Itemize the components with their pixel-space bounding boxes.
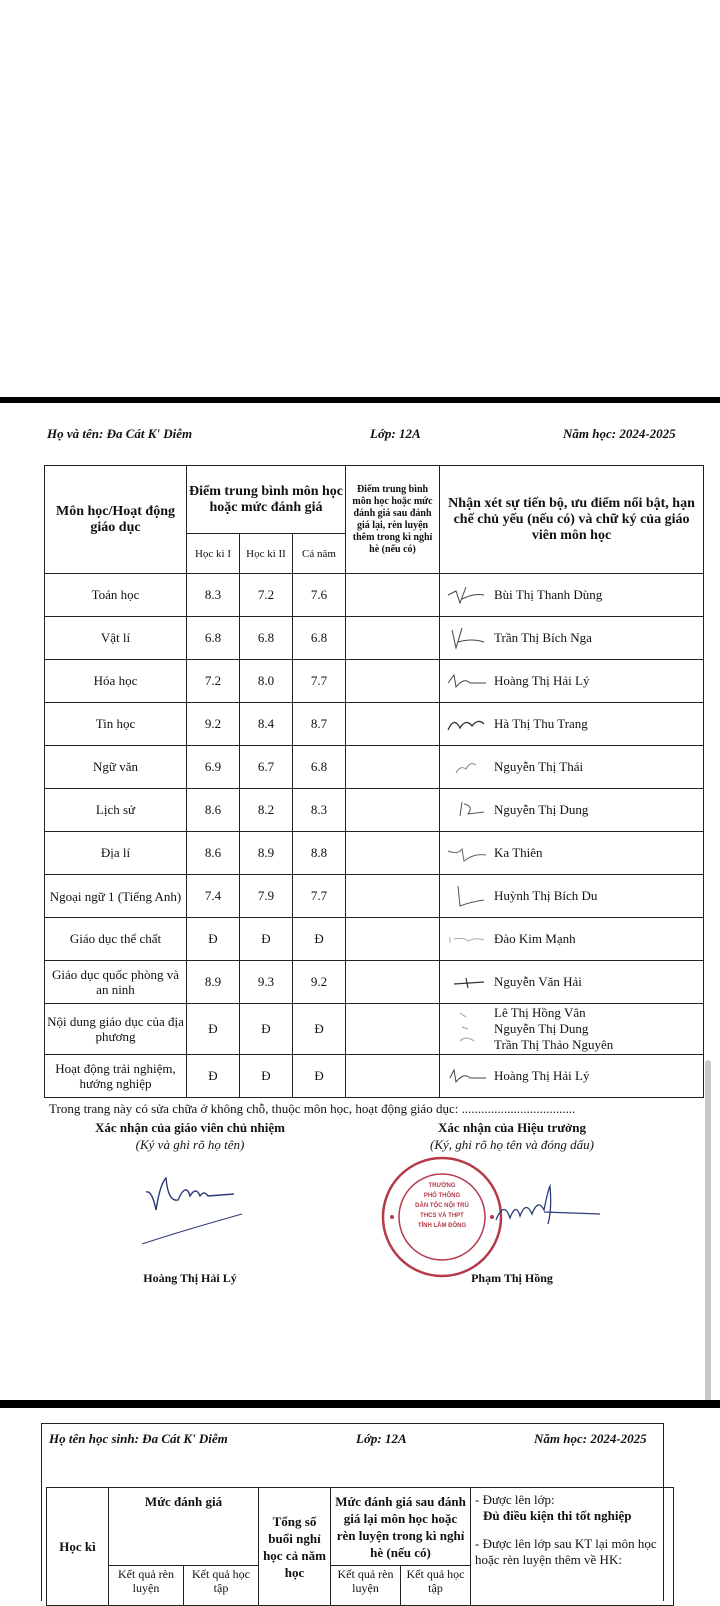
table-row: [45, 703, 704, 746]
teacher-cell: [440, 1055, 704, 1098]
student-name-2: Họ tên học sinh: Đa Cát K' Diễm: [49, 1431, 228, 1446]
teacher-cell: [440, 703, 704, 746]
score-hk2: 6.8: [240, 617, 293, 660]
score-hk1: 9.2: [187, 703, 240, 746]
summer-score: [346, 1004, 440, 1055]
summer-score: [346, 918, 440, 961]
signature-icon: [444, 1062, 488, 1090]
table-row: [45, 1055, 704, 1098]
score-hk2: Đ: [240, 1004, 293, 1055]
score-hk2: 7.2: [240, 574, 293, 617]
sub-result-conduct: Kết quả rèn luyện: [109, 1566, 184, 1606]
teacher-cell: [440, 746, 704, 789]
score-year: 7.7: [293, 660, 346, 703]
table-row: [45, 660, 704, 703]
teacher-name: Lê Thị Hồng Vân: [494, 1005, 586, 1020]
signature-icon: [444, 839, 488, 867]
subject-name: Ngoại ngữ 1 (Tiếng Anh): [45, 875, 187, 918]
school-year: Năm học: 2024-2025: [563, 426, 676, 441]
teacher-name: Trần Thị Thảo Nguyên: [494, 1037, 614, 1052]
student-name: Họ và tên: Đa Cát K' Diễm: [47, 426, 193, 441]
sub-result-study: Kết quả học tập: [184, 1566, 259, 1606]
table-row: [45, 574, 704, 617]
signature-icon: [444, 710, 488, 738]
score-hk2: 8.2: [240, 789, 293, 832]
stamp-line: PHỔ THÔNG: [423, 1193, 461, 1199]
teacher-name: Nguyễn Thị Dung: [494, 1021, 589, 1036]
subject-name: Vật lí: [45, 617, 187, 660]
signature-icon: [444, 1007, 488, 1051]
signature-icon: [444, 882, 488, 910]
summer-score: [346, 660, 440, 703]
sub-hk2-header: Học kì II: [240, 534, 293, 574]
col-term-header: Học kì: [47, 1488, 109, 1606]
score-hk2: 9.3: [240, 961, 293, 1004]
subject-name: Toán học: [45, 574, 187, 617]
after-retest-label: - Được lên lớp sau KT lại môn học hoặc rèn luyện thêm về HK:: [475, 1536, 657, 1567]
col-eval-header: Mức đánh giá: [109, 1488, 259, 1566]
score-hk1: Đ: [187, 1055, 240, 1098]
score-year: 6.8: [293, 617, 346, 660]
teacher-cell: [440, 918, 704, 961]
sub-hk1-header: Học kì I: [187, 534, 240, 574]
teacher-cell: [440, 789, 704, 832]
correction-note: Trong trang này có sửa chữa ở không chỗ, thuộc môn học, hoạt động giáo dục: ...................................: [49, 1101, 576, 1116]
col-subject-header: Môn học/Hoạt động giáo dục: [45, 466, 187, 574]
stamp-line: TRƯỜNG: [428, 1183, 456, 1189]
signature-icon: [444, 753, 488, 781]
summer-score: [346, 961, 440, 1004]
teacher-name: Hoàng Thị Hải Lý: [494, 673, 590, 688]
teacher-name: Hà Thị Thu Trang: [494, 716, 588, 731]
score-hk1: 8.3: [187, 574, 240, 617]
grades-table: [44, 465, 704, 1098]
teacher-name: Trần Thị Bích Nga: [494, 630, 592, 645]
summer-score: [346, 1055, 440, 1098]
table-row: [45, 832, 704, 875]
teacher-name: Nguyễn Thị Dung: [494, 802, 589, 817]
teacher-cell: [440, 875, 704, 918]
score-year: Đ: [293, 918, 346, 961]
teacher-name: Bùi Thị Thanh Dùng: [494, 587, 603, 602]
summer-score: [346, 617, 440, 660]
principal-signature-icon: [490, 1180, 610, 1240]
sub-summer-conduct: Kết quả rèn luyện: [331, 1566, 401, 1606]
score-hk1: Đ: [187, 1004, 240, 1055]
school-stamp: [380, 1155, 504, 1279]
stamp-line: TỈNH LÂM ĐỒNG: [417, 1223, 467, 1229]
score-hk1: 8.6: [187, 789, 240, 832]
teacher-names: [494, 1005, 613, 1053]
score-hk2: 8.0: [240, 660, 293, 703]
table-row: [45, 617, 704, 660]
score-hk1: 6.8: [187, 617, 240, 660]
score-year: 8.7: [293, 703, 346, 746]
class-label: Lớp: 12A: [370, 426, 421, 441]
teacher-cell: [440, 832, 704, 875]
teacher-name: Huỳnh Thị Bích Du: [494, 888, 598, 903]
homeroom-signature-icon: [138, 1162, 248, 1252]
score-hk2: 7.9: [240, 875, 293, 918]
score-year: 9.2: [293, 961, 346, 1004]
subject-name: Hóa học: [45, 660, 187, 703]
teacher-name: Nguyễn Văn Hải: [494, 974, 582, 989]
score-year: 7.6: [293, 574, 346, 617]
score-year: 8.8: [293, 832, 346, 875]
col-summer-eval-header: Mức đánh giá sau đánh giá lại môn học hoặc rèn luyện trong kì nghỉ hè (nếu có): [331, 1488, 471, 1566]
homeroom-subtitle: (Ký và ghi rõ họ tên): [135, 1137, 245, 1152]
page-separator-bottom: [0, 1400, 720, 1408]
summer-score: [346, 832, 440, 875]
principal-name: Phạm Thị Hồng: [471, 1271, 553, 1285]
teacher-name: Hoàng Thị Hải Lý: [494, 1068, 590, 1083]
subject-name: Tin học: [45, 703, 187, 746]
score-hk2: Đ: [240, 1055, 293, 1098]
score-hk2: 8.9: [240, 832, 293, 875]
signature-icon: [444, 667, 488, 695]
score-hk1: 7.2: [187, 660, 240, 703]
subject-name: Địa lí: [45, 832, 187, 875]
class-label-2: Lớp: 12A: [356, 1431, 407, 1446]
teacher-cell: [440, 617, 704, 660]
col-absent-header: Tổng số buổi nghỉ học cả năm học: [259, 1488, 331, 1606]
summer-score: [346, 746, 440, 789]
score-year: Đ: [293, 1004, 346, 1055]
school-year-2: Năm học: 2024-2025: [534, 1431, 647, 1446]
summer-score: [346, 789, 440, 832]
signature-icon: [444, 968, 488, 996]
subject-name: Giáo dục thể chất: [45, 918, 187, 961]
summer-score: [346, 875, 440, 918]
col-summer-header: Điểm trung bình môn học hoặc mức đánh giá sau đánh giá lại, rèn luyện thêm trong kì nghỉ hè (nếu có): [346, 466, 440, 574]
summary-table: [46, 1487, 674, 1606]
page-separator-top: [0, 397, 720, 403]
score-year: 6.8: [293, 746, 346, 789]
teacher-name: Nguyễn Thị Thái: [494, 759, 584, 774]
summer-score: [346, 703, 440, 746]
stamp-line: DÂN TỘC NỘI TRÚ: [415, 1203, 469, 1209]
principal-title: Xác nhận của Hiệu trưởng: [438, 1120, 586, 1135]
scrollbar[interactable]: [705, 1060, 711, 1405]
score-hk1: 8.9: [187, 961, 240, 1004]
score-hk2: Đ: [240, 918, 293, 961]
promotion-cell: [471, 1488, 674, 1606]
subject-name: Ngữ văn: [45, 746, 187, 789]
table-row: [45, 961, 704, 1004]
score-hk1: 6.9: [187, 746, 240, 789]
homeroom-title: Xác nhận của giáo viên chủ nhiệm: [95, 1120, 285, 1135]
subject-name: Hoạt động trải nghiệm, hướng nghiệp: [45, 1055, 187, 1098]
table-row: [45, 875, 704, 918]
subject-name: Giáo dục quốc phòng và an ninh: [45, 961, 187, 1004]
table-row: [45, 1004, 704, 1055]
score-hk1: 8.6: [187, 832, 240, 875]
teacher-name: Ka Thiên: [494, 845, 543, 860]
promote-value: Đủ điều kiện thi tốt nghiệp: [483, 1508, 632, 1523]
score-year: 8.3: [293, 789, 346, 832]
col-average-header: Điểm trung bình môn học hoặc mức đánh giá: [187, 466, 346, 534]
summer-score: [346, 574, 440, 617]
subject-name: Nội dung giáo dục của địa phương: [45, 1004, 187, 1055]
score-hk2: 6.7: [240, 746, 293, 789]
teacher-cell: [440, 961, 704, 1004]
teacher-cell: [440, 1004, 704, 1055]
sub-summer-study: Kết quả học tập: [401, 1566, 471, 1606]
subject-name: Lịch sử: [45, 789, 187, 832]
sub-year-header: Cả năm: [293, 534, 346, 574]
signature-icon: [444, 925, 488, 953]
promote-label: - Được lên lớp:: [475, 1492, 555, 1507]
teacher-name: Đào Kim Mạnh: [494, 931, 576, 946]
table-row: [45, 746, 704, 789]
teacher-cell: [440, 660, 704, 703]
table-row: [45, 789, 704, 832]
table-row: [45, 918, 704, 961]
teacher-cell: [440, 574, 704, 617]
score-hk2: 8.4: [240, 703, 293, 746]
score-year: 7.7: [293, 875, 346, 918]
signature-icon: [444, 796, 488, 824]
stamp-text: [402, 1181, 482, 1231]
principal-subtitle: (Ký, ghi rõ họ tên và đóng dấu): [430, 1137, 594, 1152]
score-year: Đ: [293, 1055, 346, 1098]
stamp-line: THCS VÀ THPT: [420, 1213, 464, 1219]
score-hk1: Đ: [187, 918, 240, 961]
score-hk1: 7.4: [187, 875, 240, 918]
signature-icon: [444, 624, 488, 652]
col-comment-header: Nhận xét sự tiến bộ, ưu điểm nổi bật, hạn chế chủ yếu (nếu có) và chữ ký của giáo viên môn học: [440, 466, 704, 574]
homeroom-name: Hoàng Thị Hải Lý: [143, 1271, 237, 1285]
signature-icon: [444, 581, 488, 609]
